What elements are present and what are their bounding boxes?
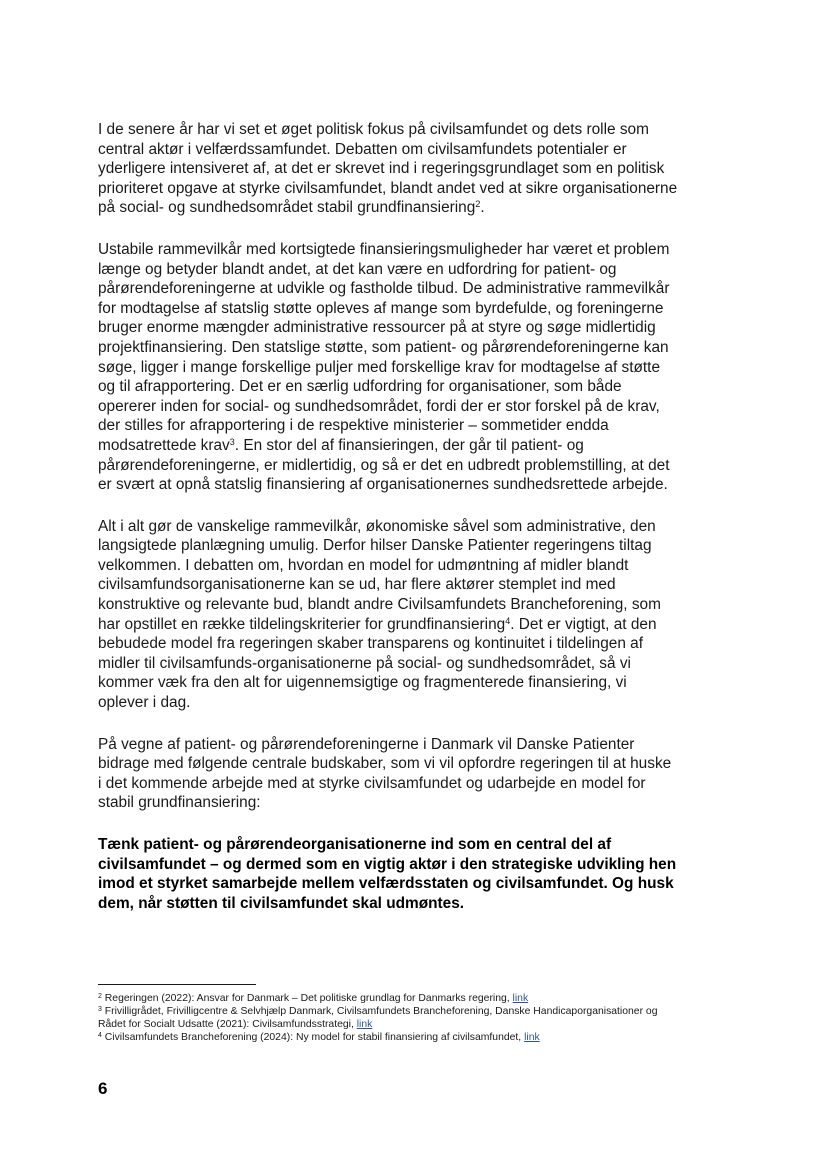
footnote-2-link[interactable]: link: [512, 993, 529, 1004]
footnote-3-link[interactable]: link: [356, 1019, 373, 1030]
footnote-ref-2[interactable]: 2: [475, 199, 481, 210]
paragraph-4: På vegne af patient- og pårørendeforeningerne i Danmark vil Danske Patienter bidrage med følgende centrale budskaber, som vi vil opfordre regeringen til at huske i det kommende arbejde med at styrke civilsamfundet og udarbejde en model for stabil grundfinansiering:: [98, 735, 672, 812]
footnote-divider: [98, 984, 256, 985]
footnote-4: $^4$ Civilsamfundets Brancheforening (2024): Ny model for stabil finansiering af civilsamfundet, link: [98, 1032, 540, 1043]
footnote-ref-4[interactable]: 4: [505, 615, 511, 626]
paragraph-1: I de senere år har vi set et øget politisk fokus på civilsamfundet og dets rolle som central aktør i velfærdssamfundet. Debatten om civilsamfundets potentialer er yderligere intensiveret af, at det er skrevet ind i regeringsgrundlaget som en politisk prioriteret opgave at styrke civilsamfundet, blandt andet ved at sikre organisationerne på social- og sundhedsområdet stabil grundfinansiering$^2$.: [98, 121, 678, 217]
footnote-3: $^3$ Frivilligrådet, Frivilligcentre & Selvhjælp Danmark, Civilsamfundets Brancheforening, Danske Handicaporganisationer og Rådet for Socialt Udsatte (2021): Civilsamfundsstrategi, link: [98, 1006, 658, 1030]
page-number: 6: [98, 1079, 108, 1098]
key-message: Tænk patient- og pårørendeorganisationerne ind som en central del af civilsamfundet – og dermed som en vigtig aktør i den strategiske udvikling hen imod et styrket samarbejde mellem velfærdsstaten og civilsamfundet. Og husk dem, når støtten til civilsamfundet skal udmøntes.: [98, 836, 677, 912]
footnote-4-link[interactable]: link: [524, 1032, 540, 1043]
page-body: [98, 120, 678, 935]
footnote-ref-3[interactable]: 3: [229, 436, 235, 447]
paragraph-2: Ustabile rammevilkår med kortsigtede finansieringsmuligheder har været et problem længe og betyder blandt andet, at det kan være en udfordring for patient- og pårørendeforeningerne at udvikle og fastholde tilbud. De administrative rammevilkår for modtagelse af statslig støtte opleves af mange som byrdefulde, og foreningerne bruger enorme mængder administrative ressourcer på at styre og søge midlertidig projektfinansiering. Den statslige støtte, som patient- og pårørendeforeningerne kan søge, ligger i mange forskellige puljer med forskellige krav for modtagelse af støtte og til afrapportering. Det er en særlig udfordring for organisationer, som både opererer inden for social- og sundhedsområdet, fordi der er stor forskel på de krav, der stilles for afrapportering i de respektive ministerier – sommetider endda modsatrettede krav$^3$. En stor del af finansieringen, der går til patient- og pårørendeforeningerne, er midlertidig, og så er det en udbredt problemstilling, at det er svært at opnå statslig finansiering af organisationernes sundhedsrettede arbejde.: [98, 240, 670, 494]
footnotes: [98, 992, 678, 1044]
paragraph-3: Alt i alt gør de vanskelige rammevilkår, økonomiske såvel som administrative, den langsigtede planlægning umulig. Derfor hilser Danske Patienter regeringens tiltag velkommen. I debatten om, hvordan en model for udmøntning af midler blandt civilsamfundsorganisationerne kan se ud, har flere aktører stemplet ind med konstruktive og relevante bud, blandt andre Civilsamfundets Brancheforening, som har opstillet en række tildelingskriterier for grundfinansiering$^4$. Det er vigtigt, at den bebudede model fra regeringen skaber transparens og kontinuitet i tildelingen af midler til civilsamfunds-organisationerne på social- og sundhedsområdet, så vi kommer væk fra den alt for uigennemsigtige og fragmenterede finansiering, vi oplever i dag.: [98, 517, 661, 712]
footnote-2: $^2$ Regeringen (2022): Ansvar for Danmark – Det politiske grundlag for Danmarks regering, link: [98, 993, 529, 1004]
